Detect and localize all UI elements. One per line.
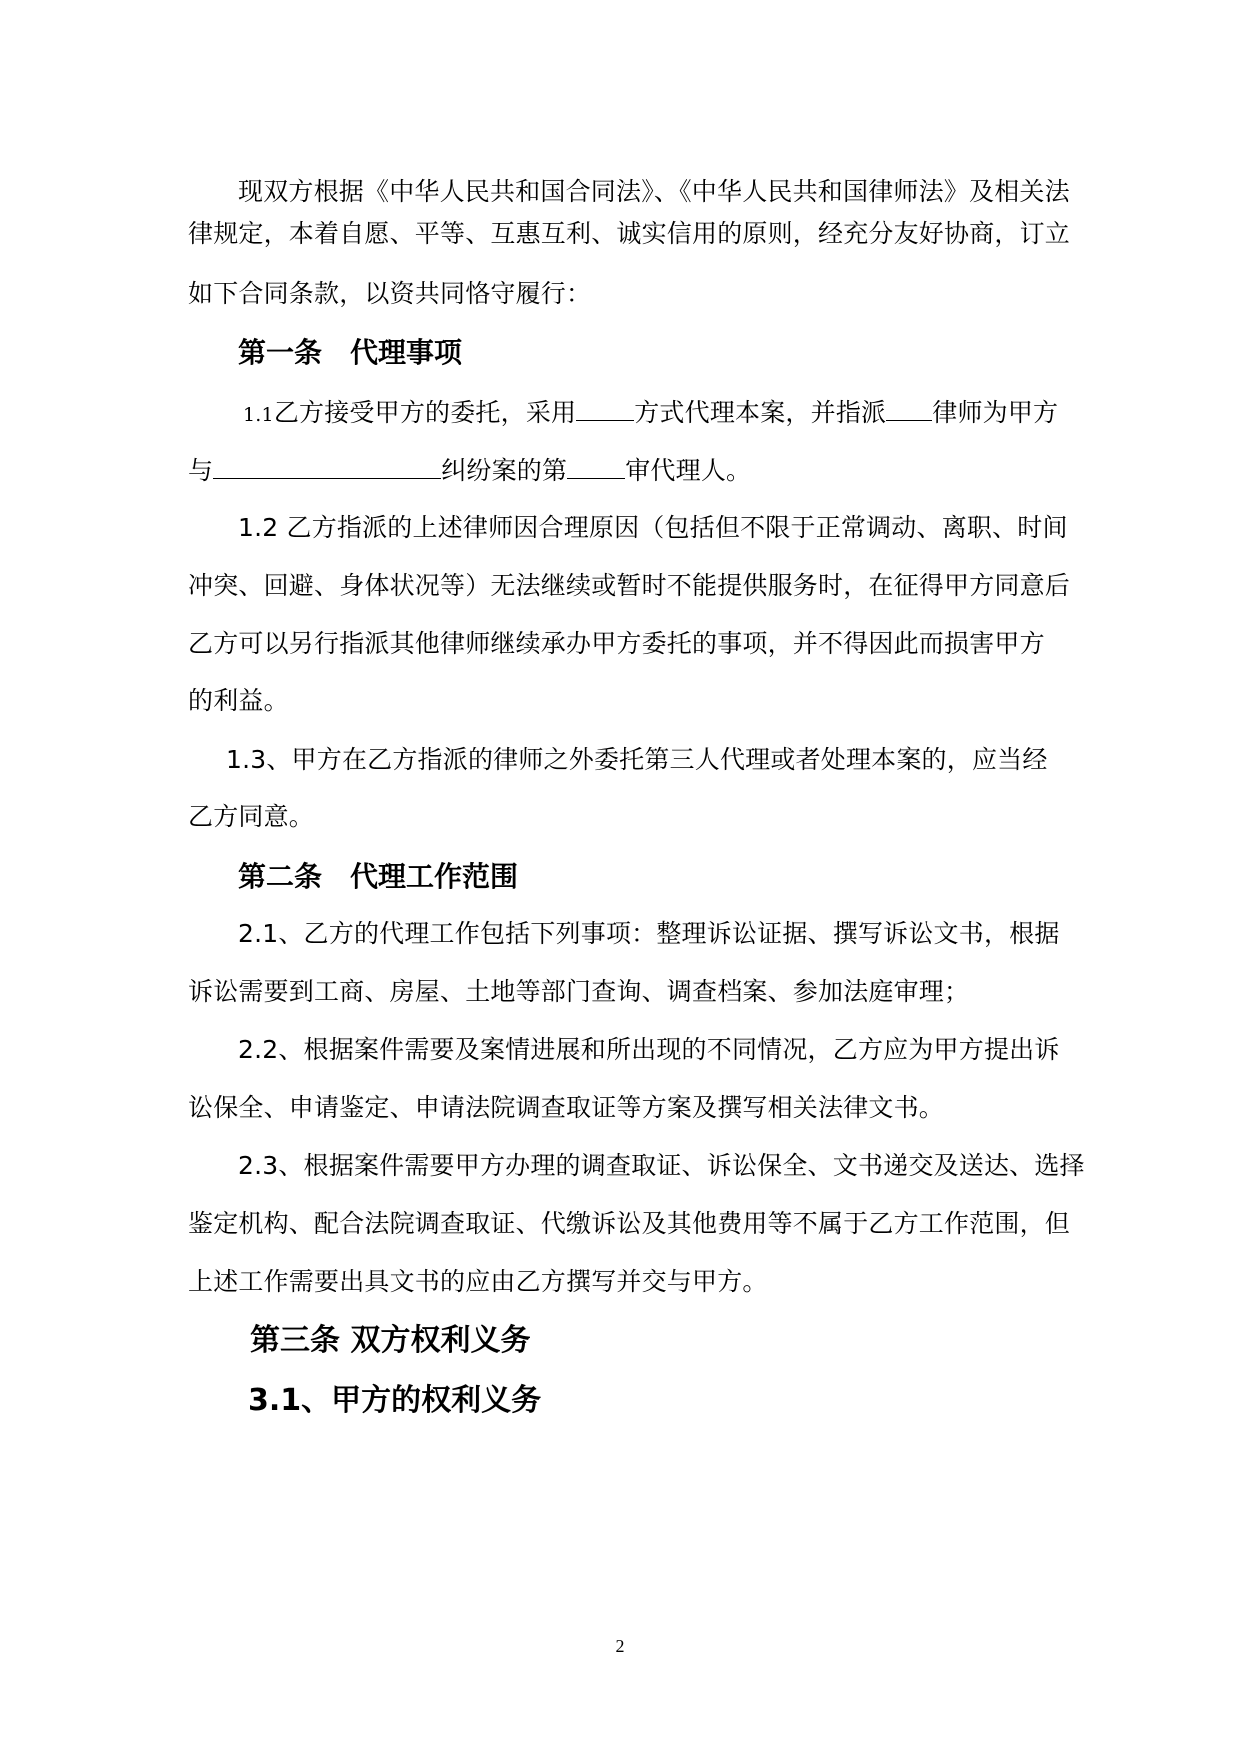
clause-1-1-line-1 <box>243 396 1058 430</box>
blank-field <box>576 396 634 421</box>
clause-2-3-line-1: 2.3、根据案件需要甲方办理的调查取证、诉讼保全、文书递交及送达、选择 <box>238 1151 1085 1180</box>
clause-1-3-line-1: 1.3、甲方在乙方指派的律师之外委托第三人代理或者处理本案的，应当经 <box>226 745 1048 774</box>
clause-2-1-line-2: 诉讼需要到工商、房屋、土地等部门查询、调查档案、参加法庭审理； <box>188 977 970 1006</box>
article-3-1-heading: 3.1、甲方的权利义务 <box>248 1383 542 1418</box>
intro-line-1: 现双方根据《中华人民共和国合同法》、《中华人民共和国律师法》及相关法 <box>238 177 1070 206</box>
clause-2-2-line-1: 2.2、根据案件需要及案情进展和所出现的不同情况，乙方应为甲方提出诉 <box>238 1035 1060 1064</box>
article-2-heading: 第二条 代理工作范围 <box>238 860 519 893</box>
clause-1-2-line-4: 的利益。 <box>188 686 289 715</box>
clause-2-3-line-2: 鉴定机构、配合法院调查取证、代缴诉讼及其他费用等不属于乙方工作范围，但 <box>188 1209 1071 1238</box>
blank-field <box>213 454 441 479</box>
page-number: 2 <box>615 1636 625 1656</box>
clause-number: 1.1 <box>243 404 274 426</box>
article-3-heading: 第三条 双方权利义务 <box>250 1323 531 1358</box>
clause-text: 纠纷案的第 <box>441 456 568 485</box>
clause-text: 审代理人。 <box>625 456 752 485</box>
clause-1-2-line-2: 冲突、回避、身体状况等）无法继续或暂时不能提供服务时，在征得甲方同意后 <box>188 571 1071 600</box>
clause-text: 乙方接受甲方的委托，采用 <box>273 398 577 427</box>
clause-text: 律师为甲方 <box>932 398 1059 427</box>
clause-text: 与 <box>188 456 214 485</box>
blank-field <box>567 454 625 479</box>
article-1-heading: 第一条 代理事项 <box>238 336 463 369</box>
clause-1-2-line-3: 乙方可以另行指派其他律师继续承办甲方委托的事项，并不得因此而损害甲方 <box>188 629 1045 658</box>
clause-1-2-line-1: 1.2 乙方指派的上述律师因合理原因（包括但不限于正常调动、离职、时间 <box>238 513 1068 542</box>
intro-line-3: 如下合同条款，以资共同恪守履行： <box>188 279 592 308</box>
blank-field <box>886 396 932 421</box>
clause-2-2-line-2: 讼保全、申请鉴定、申请法院调查取证等方案及撰写相关法律文书。 <box>188 1093 945 1122</box>
intro-line-2: 律规定，本着自愿、平等、互惠互利、诚实信用的原则，经充分友好协商，订立 <box>188 219 1071 248</box>
clause-text: 方式代理本案，并指派 <box>634 398 887 427</box>
clause-2-1-line-1: 2.1、乙方的代理工作包括下列事项：整理诉讼证据、撰写诉讼文书，根据 <box>238 919 1060 948</box>
clause-2-3-line-3: 上述工作需要出具文书的应由乙方撰写并交与甲方。 <box>188 1267 768 1296</box>
clause-1-3-line-2: 乙方同意。 <box>188 802 315 831</box>
clause-1-1-line-2 <box>188 454 751 486</box>
